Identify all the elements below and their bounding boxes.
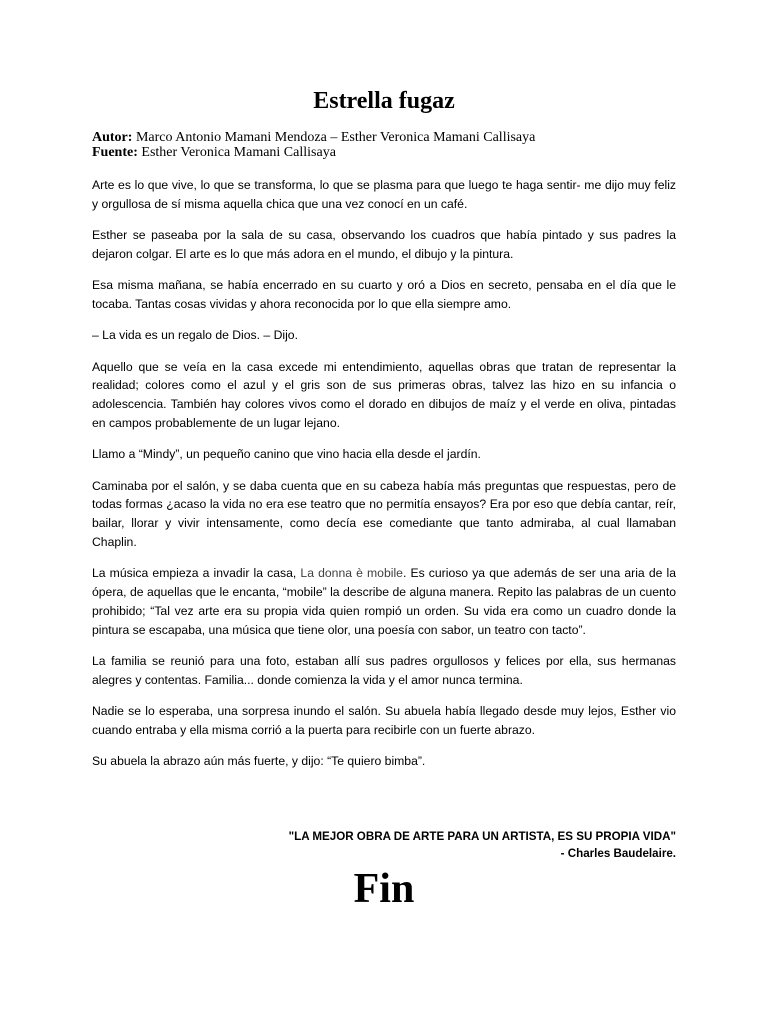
paragraph: La familia se reunió para una foto, estaban allí sus padres orgullosos y felices por ella, sus hermanas alegres y contentas. Familia... donde comienza la vida y el amor nunca termina. bbox=[92, 653, 676, 687]
source-label: Fuente: bbox=[92, 145, 138, 160]
document-title: Estrella fugaz bbox=[313, 88, 455, 114]
quote-author: - Charles Baudelaire. bbox=[560, 847, 676, 860]
song-title: La donna è mobile bbox=[300, 566, 403, 581]
paragraph: Aquello que se veía en la casa excede mi entendimiento, aquellas obras que tratan de representar la realidad; colores como el azul y el gris son de sus primeras obras, talvez las hizo en su infancia o adolescencia. También hay colores vivos como el dorado en dibujos de maíz y el verde en oliva, pintadas en campos probablemente de un lugar lejano. bbox=[92, 359, 676, 430]
author-line bbox=[92, 130, 676, 145]
paragraph: Su abuela la abrazo aún más fuerte, y dijo: “Te quiero bimba”. bbox=[92, 754, 426, 769]
epigraph-quote bbox=[92, 828, 676, 862]
story-body bbox=[92, 176, 676, 771]
music-paragraph-start: La música empieza a invadir la casa, bbox=[92, 566, 301, 581]
document-metadata bbox=[92, 130, 676, 160]
music-paragraph-end: . Es curioso ya que además de ser una aria de la ópera, de aquellas que le encanta, “mobile” la describe de alguna manera. Repito las palabras de un cuento prohibido; “Tal vez arte era su propia vida quien rompió un orden. Su vida era como un cuadro donde la pintura se escapaba, una música que tiene olor, una poesía con sabor, un teatro con tacto”. bbox=[92, 566, 676, 637]
paragraph: Caminaba por el salón, y se daba cuenta que en su cabeza había más preguntas que respuestas, pero de todas formas ¿acaso la vida no era ese teatro que no permitía ensayos? Era por eso que debía cantar, reír, bailar, llorar y vivir intensamente, como decía ese comediante que tanto admiraba, al cual llamaban Chaplin. bbox=[92, 478, 676, 549]
paragraph: Arte es lo que vive, lo que se transforma, lo que se plasma para que luego te haga sentir- me dijo muy feliz y orgullosa de sí misma aquella chica que una vez conocí en un café. bbox=[92, 178, 676, 211]
paragraph: – La vida es un regalo de Dios. – Dijo. bbox=[92, 328, 298, 343]
music-paragraph bbox=[92, 564, 676, 639]
paragraph: Nadie se lo esperaba, una sorpresa inundo el salón. Su abuela había llegado desde muy lejos, Esther vio cuando entraba y ella misma corrió a la puerta para recibirle con un fuerte abrazo. bbox=[92, 704, 676, 737]
paragraph: Llamo a “Mindy”, un pequeño canino que vino hacia ella desde el jardín. bbox=[92, 447, 481, 462]
paragraph: Esa misma mañana, se había encerrado en su cuarto y oró a Dios en secreto, pensaba en el día que le tocaba. Tantas cosas vividas y ahora reconocida por lo que ella siempre amo. bbox=[92, 278, 676, 311]
paragraph: Esther se paseaba por la sala de su casa, observando los cuadros que había pintado y sus padres la dejaron colgar. El arte es lo que más adora en el mundo, el dibujo y la pintura. bbox=[92, 228, 676, 261]
author-label: Autor: bbox=[92, 130, 133, 145]
source-line bbox=[92, 145, 676, 160]
author-value: Marco Antonio Mamani Mendoza – Esther Veronica Mamani Callisaya bbox=[132, 130, 536, 145]
quote-text: "LA MEJOR OBRA DE ARTE PARA UN ARTISTA, ES SU PROPIA VIDA" bbox=[288, 830, 676, 843]
source-value: Esther Veronica Mamani Callisaya bbox=[137, 145, 336, 160]
end-text: Fin bbox=[353, 866, 415, 912]
